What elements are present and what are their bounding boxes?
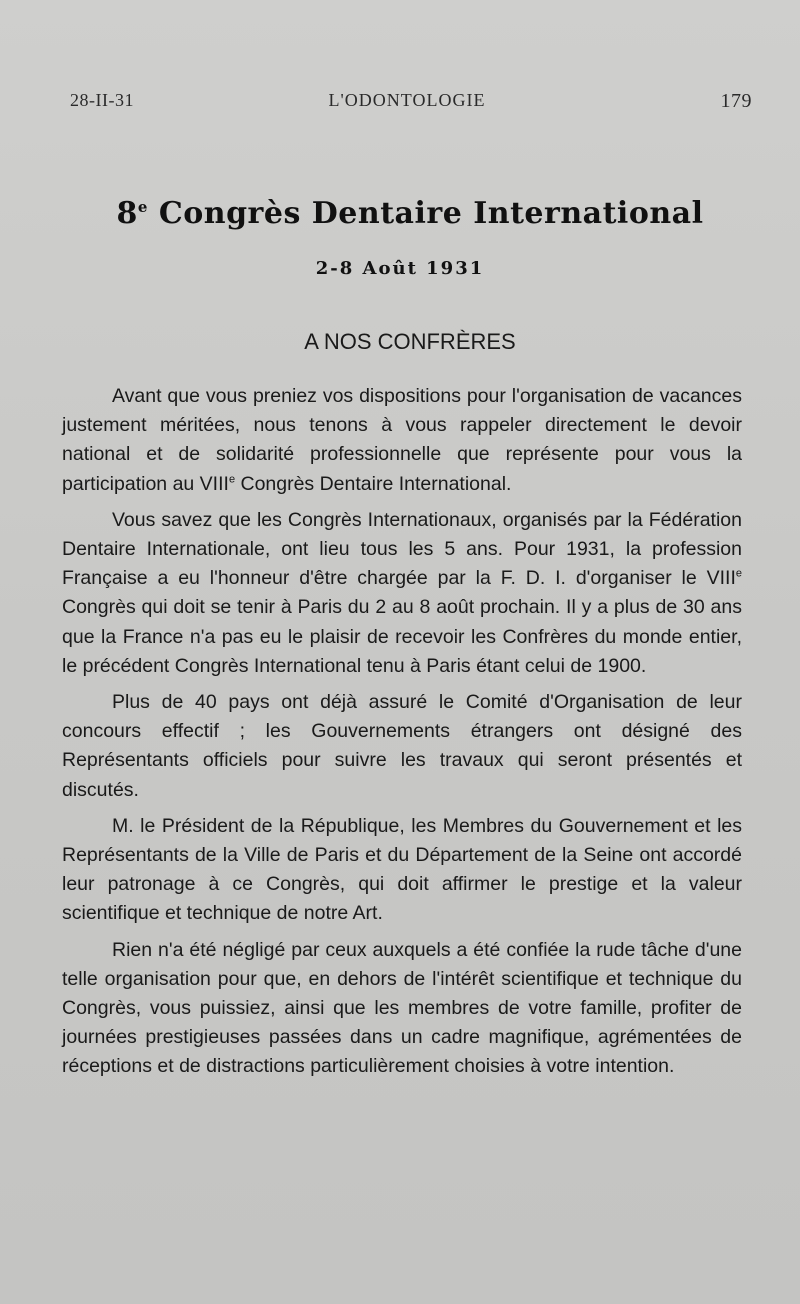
paragraph bbox=[62, 812, 742, 929]
header-page-number: 179 bbox=[720, 90, 752, 112]
paragraph bbox=[62, 506, 742, 681]
paragraph-text: Vous savez que les Congrès Internationaux, organisés par la Fédération Dentaire Internationale, ont lieu tous les 5 ans. Pour 1931, la profession Française a eu l'honneur d'être chargée par la F. D. I. d'organiser le VIII bbox=[62, 508, 742, 590]
paragraph-text: Avant que vous preniez vos dispositions pour l'organisation de vacances justement méritées, nous tenons à vous rappeler directement le devoir national et de solidarité professionnelle que représente pour vous la participation au VIII bbox=[62, 385, 742, 495]
title-text: Congrès Dentaire International bbox=[158, 196, 704, 231]
paragraph-text: Congrès qui doit se tenir à Paris du 2 au 8 août prochain. Il y a plus de 30 ans que la France n'a pas eu le plaisir de recevoir les Confrères du monde entier, le précédent Congrès International tenu à Paris étant celui de 1900. bbox=[62, 596, 742, 677]
title-ordinal-suffix: e bbox=[137, 198, 148, 216]
header-date: 28-II-31 bbox=[70, 90, 134, 110]
superscript: e bbox=[228, 473, 236, 486]
paragraph-text: M. le Président de la République, les Membres du Gouvernement et les Représentants de la Ville de Paris et du Département de la Seine ont accordé leur patronage à ce Congrès, qui doit affirmer le prestige et la valeur scientifique et technique de notre Art. bbox=[62, 814, 742, 925]
paragraph bbox=[62, 688, 742, 805]
paragraph-text: Rien n'a été négligé par ceux auxquels a été confiée la rude tâche d'une telle organisation pour que, en dehors de l'intérêt scientifique et technique du Congrès, vous puissiez, ainsi que les membres de votre famille, profiter de journées prestigieuses passées dans un cadre magnifique, agrémentées de réceptions et de distractions particulièrement choisies à votre intention. bbox=[62, 938, 742, 1078]
paragraph bbox=[62, 936, 742, 1082]
title-ordinal: 8 bbox=[116, 196, 138, 231]
header-journal-title: L'ODONTOLOGIE bbox=[328, 90, 486, 110]
article-title bbox=[40, 196, 780, 231]
superscript: e bbox=[735, 567, 742, 580]
paragraph-text: Plus de 40 pays ont déjà assuré le Comité d'Organisation de leur concours effectif ; les Gouvernements étrangers ont désigné des Représentants officiels pour suivre les travaux qui seront présentés et discutés. bbox=[62, 691, 742, 801]
article-dates: 2-8 Août 1931 bbox=[315, 258, 485, 279]
paragraph-text: Congrès Dentaire International. bbox=[235, 472, 512, 495]
running-header bbox=[62, 90, 752, 120]
paragraph bbox=[62, 382, 742, 499]
article-body bbox=[62, 382, 742, 1089]
section-heading: A NOS CONFRÈRES bbox=[304, 329, 516, 354]
